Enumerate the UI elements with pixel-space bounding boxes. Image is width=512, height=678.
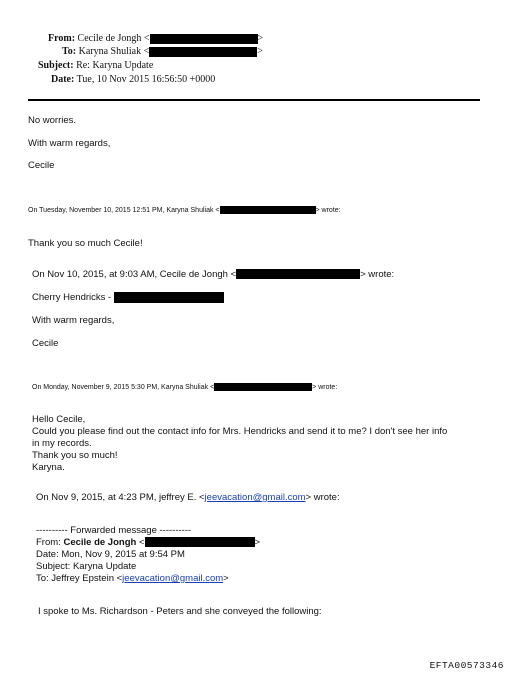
quote1-wrote: > wrote: [315,206,341,214]
quote2-line1 [32,292,224,303]
quote1-attribution-text: On Tuesday, November 10, 2015 12:51 PM, Karyna Shuliak < [28,206,220,214]
reply1-line1: No worries. [28,115,77,126]
forward-to-close: > [223,573,229,584]
header-date-value: Tue, 10 Nov 2015 16:56:50 +0000 [76,74,216,85]
quote1-body: Thank you so much Cecile! [28,238,143,249]
quote1-attribution [28,206,341,214]
quote2-line3: Cecile [32,338,59,349]
forward-date: Date: Mon, Nov 9, 2015 at 9:54 PM [36,549,185,560]
quote3-line3: in my records. [32,438,92,449]
header-to-close: > [257,46,263,57]
quote3-attribution [32,383,337,391]
header-from-label: From: [48,33,76,44]
redaction-box [150,34,258,44]
forward-from-label: From: [36,537,64,548]
forward-to [36,573,229,584]
header-from-row [48,33,263,45]
header-date-row [51,74,215,86]
forward-subject: Subject: Karyna Update [36,561,137,572]
header-subject-label: Subject: [38,60,74,71]
header-to-value: Karyna Shuliak < [78,46,150,57]
forward-from-close: > [254,537,261,548]
quote3-line5: Karyna. [32,462,65,473]
header-divider [28,99,480,101]
quote3-wrote: > wrote: [312,383,338,391]
header-to-row [62,46,263,58]
quote2-attribution-text: On Nov 10, 2015, at 9:03 AM, Cecile de Jongh < [32,269,237,280]
header-from-value: Cecile de Jongh < [77,33,150,44]
header-to-label: To: [62,46,77,57]
quote2-wrote: > wrote: [360,269,395,280]
quote3-attribution-text: On Monday, November 9, 2015 5:30 PM, Karyna Shuliak < [32,383,215,391]
redaction-box [214,383,312,391]
redaction-box [149,47,257,57]
forward-body: I spoke to Ms. Richardson - Peters and she conveyed the following: [38,606,322,617]
redaction-box [145,537,255,547]
quote4-attribution [36,492,340,503]
quote4-attribution-text: On Nov 9, 2015, at 4:23 PM, jeffrey E. < [36,492,205,503]
quote3-line4: Thank you so much! [32,450,118,461]
quote2-line1-text: Cherry Hendricks - [32,292,112,304]
header-from-close: > [257,33,264,44]
reply1-line3: Cecile [28,160,55,171]
quote2-line2: With warm regards, [32,315,115,326]
redaction-box [114,292,224,303]
email-link[interactable]: jeevacation@gmail.com [204,492,306,503]
quote4-wrote: > wrote: [305,492,340,503]
forward-to-label: To: Jeffrey Epstein < [36,573,123,584]
redaction-box [236,269,360,279]
forward-from-name: Cecile de Jongh [63,537,137,548]
document-id: EFTA00573346 [429,660,504,671]
redaction-box [220,206,316,214]
forward-from-open: < [136,537,145,548]
quote3-line2: Could you please find out the contact info for Mrs. Hendricks and send it to me? I don't see her info [32,426,448,437]
quote2-attribution [32,269,394,280]
email-link[interactable]: jeevacation@gmail.com [122,573,224,584]
reply1-line2: With warm regards, [28,138,111,149]
forward-title: ---------- Forwarded message ---------- [36,525,192,536]
forward-from [36,537,260,548]
header-subject-row [38,60,153,72]
header-date-label: Date: [51,74,75,85]
header-subject-value: Re: Karyna Update [76,60,154,71]
quote3-line1: Hello Cecile, [32,414,86,425]
